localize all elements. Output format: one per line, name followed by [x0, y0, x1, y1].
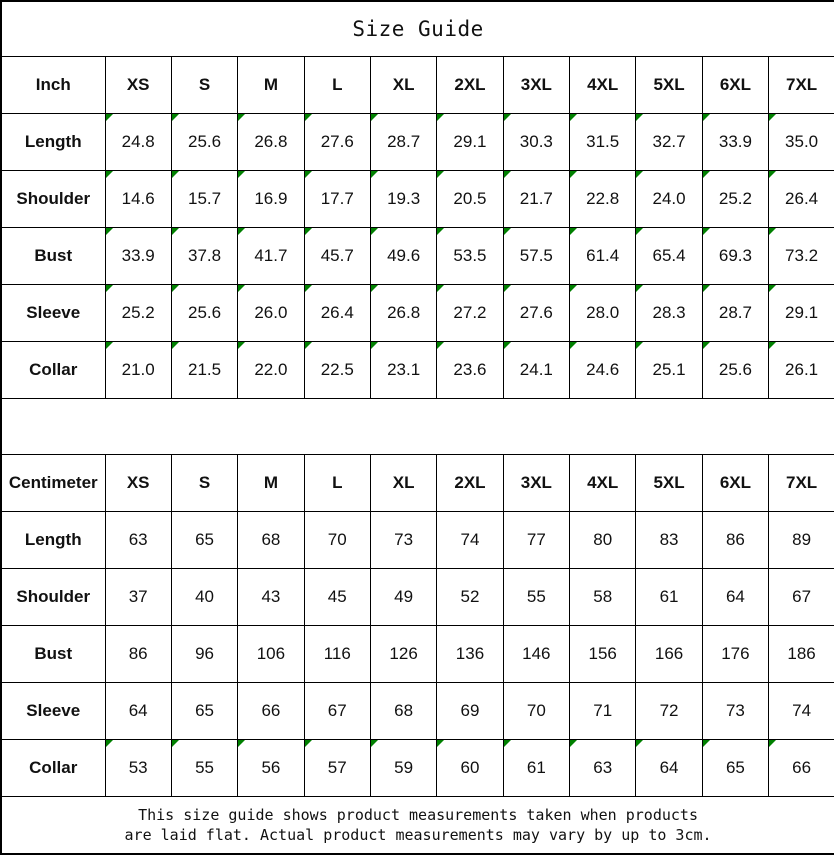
- corner-marker-icon: [371, 342, 378, 349]
- corner-marker-icon: [437, 285, 444, 292]
- measurement-cell: 27.6: [304, 114, 370, 171]
- measurement-cell: 27.6: [503, 285, 569, 342]
- measurement-cell: 83: [636, 512, 702, 569]
- corner-marker-icon: [172, 285, 179, 292]
- measurement-cell: 86: [702, 512, 768, 569]
- centimeter-table-body: [1, 455, 834, 797]
- measurement-row-collar: [1, 740, 834, 797]
- measurement-cell: 61: [503, 740, 569, 797]
- measurement-cell: 61: [636, 569, 702, 626]
- corner-marker-icon: [106, 285, 113, 292]
- corner-marker-icon: [504, 285, 511, 292]
- unit-header-inch: Inch: [1, 57, 105, 114]
- measurement-cell: 58: [570, 569, 636, 626]
- corner-marker-icon: [106, 342, 113, 349]
- measurement-row-label: Bust: [1, 228, 105, 285]
- measurement-cell: 33.9: [702, 114, 768, 171]
- measurement-cell: 14.6: [105, 171, 171, 228]
- corner-marker-icon: [238, 285, 245, 292]
- measurement-cell: 64: [636, 740, 702, 797]
- measurement-cell: 70: [503, 683, 569, 740]
- corner-marker-icon: [570, 114, 577, 121]
- measurement-cell: 27.2: [437, 285, 503, 342]
- size-column-header-xs: XS: [105, 455, 171, 512]
- measurement-cell: 166: [636, 626, 702, 683]
- measurement-cell: 26.8: [370, 285, 436, 342]
- measurement-cell: 66: [238, 683, 304, 740]
- measurement-row-sleeve: [1, 285, 834, 342]
- measurement-cell: 25.2: [702, 171, 768, 228]
- size-column-header-s: S: [171, 455, 237, 512]
- corner-marker-icon: [172, 740, 179, 747]
- measurement-cell: 64: [105, 683, 171, 740]
- measurement-cell: 69.3: [702, 228, 768, 285]
- measurement-cell: 26.4: [304, 285, 370, 342]
- page-title: Size Guide: [1, 1, 834, 57]
- size-column-header-5xl: 5XL: [636, 57, 702, 114]
- measurement-cell: 176: [702, 626, 768, 683]
- measurement-cell: 37: [105, 569, 171, 626]
- measurement-cell: 31.5: [570, 114, 636, 171]
- corner-marker-icon: [238, 171, 245, 178]
- inch-table-body: [1, 57, 834, 399]
- measurement-row-collar: [1, 342, 834, 399]
- corner-marker-icon: [636, 228, 643, 235]
- corner-marker-icon: [703, 740, 710, 747]
- measurement-cell: 16.9: [238, 171, 304, 228]
- measurement-cell: 53: [105, 740, 171, 797]
- measurement-cell: 65: [171, 683, 237, 740]
- measurement-cell: 24.8: [105, 114, 171, 171]
- size-column-header-2xl: 2XL: [437, 455, 503, 512]
- corner-marker-icon: [172, 171, 179, 178]
- measurement-cell: 21.0: [105, 342, 171, 399]
- size-column-header-xl: XL: [370, 455, 436, 512]
- size-column-header-6xl: 6XL: [702, 455, 768, 512]
- corner-marker-icon: [305, 342, 312, 349]
- measurement-row-label: Length: [1, 114, 105, 171]
- corner-marker-icon: [636, 114, 643, 121]
- measurement-cell: 96: [171, 626, 237, 683]
- size-column-header-4xl: 4XL: [570, 57, 636, 114]
- corner-marker-icon: [371, 171, 378, 178]
- spacer-row: [1, 399, 834, 455]
- measurement-cell: 60: [437, 740, 503, 797]
- size-column-header-3xl: 3XL: [503, 455, 569, 512]
- corner-marker-icon: [769, 740, 776, 747]
- measurement-cell: 24.6: [570, 342, 636, 399]
- corner-marker-icon: [504, 342, 511, 349]
- corner-marker-icon: [504, 171, 511, 178]
- measurement-cell: 30.3: [503, 114, 569, 171]
- corner-marker-icon: [437, 740, 444, 747]
- corner-marker-icon: [371, 228, 378, 235]
- corner-marker-icon: [769, 114, 776, 121]
- corner-marker-icon: [570, 342, 577, 349]
- measurement-cell: 116: [304, 626, 370, 683]
- corner-marker-icon: [106, 228, 113, 235]
- measurement-row-sleeve: [1, 683, 834, 740]
- size-column-header-xl: XL: [370, 57, 436, 114]
- measurement-row-label: Shoulder: [1, 171, 105, 228]
- measurement-cell: 22.0: [238, 342, 304, 399]
- corner-marker-icon: [305, 228, 312, 235]
- corner-marker-icon: [570, 228, 577, 235]
- corner-marker-icon: [504, 740, 511, 747]
- corner-marker-icon: [305, 285, 312, 292]
- measurement-cell: 45.7: [304, 228, 370, 285]
- size-column-header-3xl: 3XL: [503, 57, 569, 114]
- measurement-row-bust: [1, 626, 834, 683]
- measurement-cell: 80: [570, 512, 636, 569]
- measurement-row-label: Shoulder: [1, 569, 105, 626]
- corner-marker-icon: [769, 228, 776, 235]
- measurement-cell: 23.6: [437, 342, 503, 399]
- corner-marker-icon: [371, 114, 378, 121]
- corner-marker-icon: [238, 114, 245, 121]
- measurement-cell: 41.7: [238, 228, 304, 285]
- measurement-cell: 67: [304, 683, 370, 740]
- measurement-row-label: Sleeve: [1, 285, 105, 342]
- size-column-header-5xl: 5XL: [636, 455, 702, 512]
- corner-marker-icon: [703, 285, 710, 292]
- measurement-row-shoulder: [1, 569, 834, 626]
- measurement-cell: 89: [769, 512, 834, 569]
- corner-marker-icon: [437, 228, 444, 235]
- measurement-cell: 59: [370, 740, 436, 797]
- measurement-cell: 25.6: [171, 114, 237, 171]
- unit-header-centimeter: Centimeter: [1, 455, 105, 512]
- measurement-cell: 55: [171, 740, 237, 797]
- corner-marker-icon: [437, 342, 444, 349]
- measurement-cell: 65: [171, 512, 237, 569]
- size-column-header-l: L: [304, 455, 370, 512]
- corner-marker-icon: [172, 342, 179, 349]
- measurement-row-label: Sleeve: [1, 683, 105, 740]
- measurement-cell: 24.0: [636, 171, 702, 228]
- corner-marker-icon: [106, 171, 113, 178]
- corner-marker-icon: [570, 171, 577, 178]
- measurement-cell: 37.8: [171, 228, 237, 285]
- measurement-cell: 186: [769, 626, 834, 683]
- measurement-cell: 25.6: [702, 342, 768, 399]
- measurement-cell: 73: [702, 683, 768, 740]
- measurement-cell: 28.7: [370, 114, 436, 171]
- spacer-section: [1, 399, 834, 455]
- corner-marker-icon: [703, 228, 710, 235]
- measurement-cell: 53.5: [437, 228, 503, 285]
- measurement-cell: 74: [769, 683, 834, 740]
- measurement-row-label: Length: [1, 512, 105, 569]
- footer-row: [1, 797, 834, 855]
- measurement-cell: 22.8: [570, 171, 636, 228]
- measurement-row-shoulder: [1, 171, 834, 228]
- corner-marker-icon: [504, 114, 511, 121]
- measurement-cell: 68: [238, 512, 304, 569]
- size-column-header-xs: XS: [105, 57, 171, 114]
- size-column-header-6xl: 6XL: [702, 57, 768, 114]
- corner-marker-icon: [172, 228, 179, 235]
- measurement-cell: 35.0: [769, 114, 834, 171]
- measurement-cell: 55: [503, 569, 569, 626]
- measurement-cell: 21.5: [171, 342, 237, 399]
- size-column-header-m: M: [238, 57, 304, 114]
- measurement-cell: 73: [370, 512, 436, 569]
- measurement-cell: 40: [171, 569, 237, 626]
- measurement-cell: 45: [304, 569, 370, 626]
- measurement-cell: 26.0: [238, 285, 304, 342]
- measurement-cell: 77: [503, 512, 569, 569]
- corner-marker-icon: [769, 285, 776, 292]
- corner-marker-icon: [238, 228, 245, 235]
- corner-marker-icon: [172, 114, 179, 121]
- measurement-cell: 66: [769, 740, 834, 797]
- measurement-row-length: [1, 114, 834, 171]
- measurement-cell: 25.6: [171, 285, 237, 342]
- size-column-header-7xl: 7XL: [769, 57, 834, 114]
- size-column-header-s: S: [171, 57, 237, 114]
- measurement-cell: 67: [769, 569, 834, 626]
- footer-note-line1: This size guide shows product measurements taken when products: [138, 806, 698, 824]
- size-column-header-l: L: [304, 57, 370, 114]
- measurement-row-label: Collar: [1, 342, 105, 399]
- measurement-cell: 21.7: [503, 171, 569, 228]
- corner-marker-icon: [703, 171, 710, 178]
- corner-marker-icon: [570, 285, 577, 292]
- measurement-cell: 29.1: [437, 114, 503, 171]
- measurement-cell: 68: [370, 683, 436, 740]
- measurement-cell: 19.3: [370, 171, 436, 228]
- measurement-cell: 49.6: [370, 228, 436, 285]
- measurement-cell: 20.5: [437, 171, 503, 228]
- size-header-row: [1, 57, 834, 114]
- measurement-cell: 32.7: [636, 114, 702, 171]
- corner-marker-icon: [238, 740, 245, 747]
- measurement-cell: 15.7: [171, 171, 237, 228]
- measurement-cell: 28.3: [636, 285, 702, 342]
- measurement-cell: 156: [570, 626, 636, 683]
- measurement-cell: 52: [437, 569, 503, 626]
- measurement-cell: 74: [437, 512, 503, 569]
- measurement-cell: 106: [238, 626, 304, 683]
- measurement-cell: 22.5: [304, 342, 370, 399]
- measurement-cell: 26.4: [769, 171, 834, 228]
- corner-marker-icon: [371, 285, 378, 292]
- measurement-cell: 28.7: [702, 285, 768, 342]
- measurement-cell: 64: [702, 569, 768, 626]
- corner-marker-icon: [636, 285, 643, 292]
- corner-marker-icon: [305, 114, 312, 121]
- measurement-cell: 126: [370, 626, 436, 683]
- title-section: [1, 1, 834, 57]
- corner-marker-icon: [305, 740, 312, 747]
- size-column-header-2xl: 2XL: [437, 57, 503, 114]
- corner-marker-icon: [437, 114, 444, 121]
- measurement-row-length: [1, 512, 834, 569]
- measurement-cell: 69: [437, 683, 503, 740]
- measurement-cell: 33.9: [105, 228, 171, 285]
- corner-marker-icon: [636, 171, 643, 178]
- measurement-cell: 29.1: [769, 285, 834, 342]
- corner-marker-icon: [106, 740, 113, 747]
- corner-marker-icon: [636, 342, 643, 349]
- measurement-cell: 28.0: [570, 285, 636, 342]
- measurement-row-label: Bust: [1, 626, 105, 683]
- measurement-cell: 57: [304, 740, 370, 797]
- measurement-cell: 26.8: [238, 114, 304, 171]
- corner-marker-icon: [504, 228, 511, 235]
- footer-section: [1, 797, 834, 855]
- size-column-header-4xl: 4XL: [570, 455, 636, 512]
- size-header-row: [1, 455, 834, 512]
- measurement-cell: 71: [570, 683, 636, 740]
- measurement-cell: 17.7: [304, 171, 370, 228]
- title-row: [1, 1, 834, 57]
- measurement-cell: 73.2: [769, 228, 834, 285]
- measurement-row-label: Collar: [1, 740, 105, 797]
- measurement-cell: 70: [304, 512, 370, 569]
- size-column-header-m: M: [238, 455, 304, 512]
- measurement-cell: 72: [636, 683, 702, 740]
- measurement-cell: 25.2: [105, 285, 171, 342]
- measurement-cell: 24.1: [503, 342, 569, 399]
- corner-marker-icon: [703, 342, 710, 349]
- corner-marker-icon: [238, 342, 245, 349]
- measurement-cell: 63: [570, 740, 636, 797]
- measurement-cell: 57.5: [503, 228, 569, 285]
- measurement-cell: 146: [503, 626, 569, 683]
- measurement-cell: 63: [105, 512, 171, 569]
- corner-marker-icon: [305, 171, 312, 178]
- measurement-cell: 61.4: [570, 228, 636, 285]
- corner-marker-icon: [703, 114, 710, 121]
- measurement-cell: 65: [702, 740, 768, 797]
- measurement-cell: 25.1: [636, 342, 702, 399]
- measurement-cell: 86: [105, 626, 171, 683]
- corner-marker-icon: [371, 740, 378, 747]
- corner-marker-icon: [769, 342, 776, 349]
- corner-marker-icon: [570, 740, 577, 747]
- footer-note: [1, 797, 834, 855]
- measurement-cell: 43: [238, 569, 304, 626]
- measurement-cell: 49: [370, 569, 436, 626]
- size-column-header-7xl: 7XL: [769, 455, 834, 512]
- measurement-cell: 56: [238, 740, 304, 797]
- corner-marker-icon: [106, 114, 113, 121]
- measurement-cell: 65.4: [636, 228, 702, 285]
- measurement-cell: 26.1: [769, 342, 834, 399]
- corner-marker-icon: [769, 171, 776, 178]
- corner-marker-icon: [636, 740, 643, 747]
- spacer-cell: [1, 399, 834, 455]
- corner-marker-icon: [437, 171, 444, 178]
- footer-note-line2: are laid flat. Actual product measurements may vary by up to 3cm.: [124, 826, 712, 844]
- measurement-cell: 136: [437, 626, 503, 683]
- measurement-row-bust: [1, 228, 834, 285]
- measurement-cell: 23.1: [370, 342, 436, 399]
